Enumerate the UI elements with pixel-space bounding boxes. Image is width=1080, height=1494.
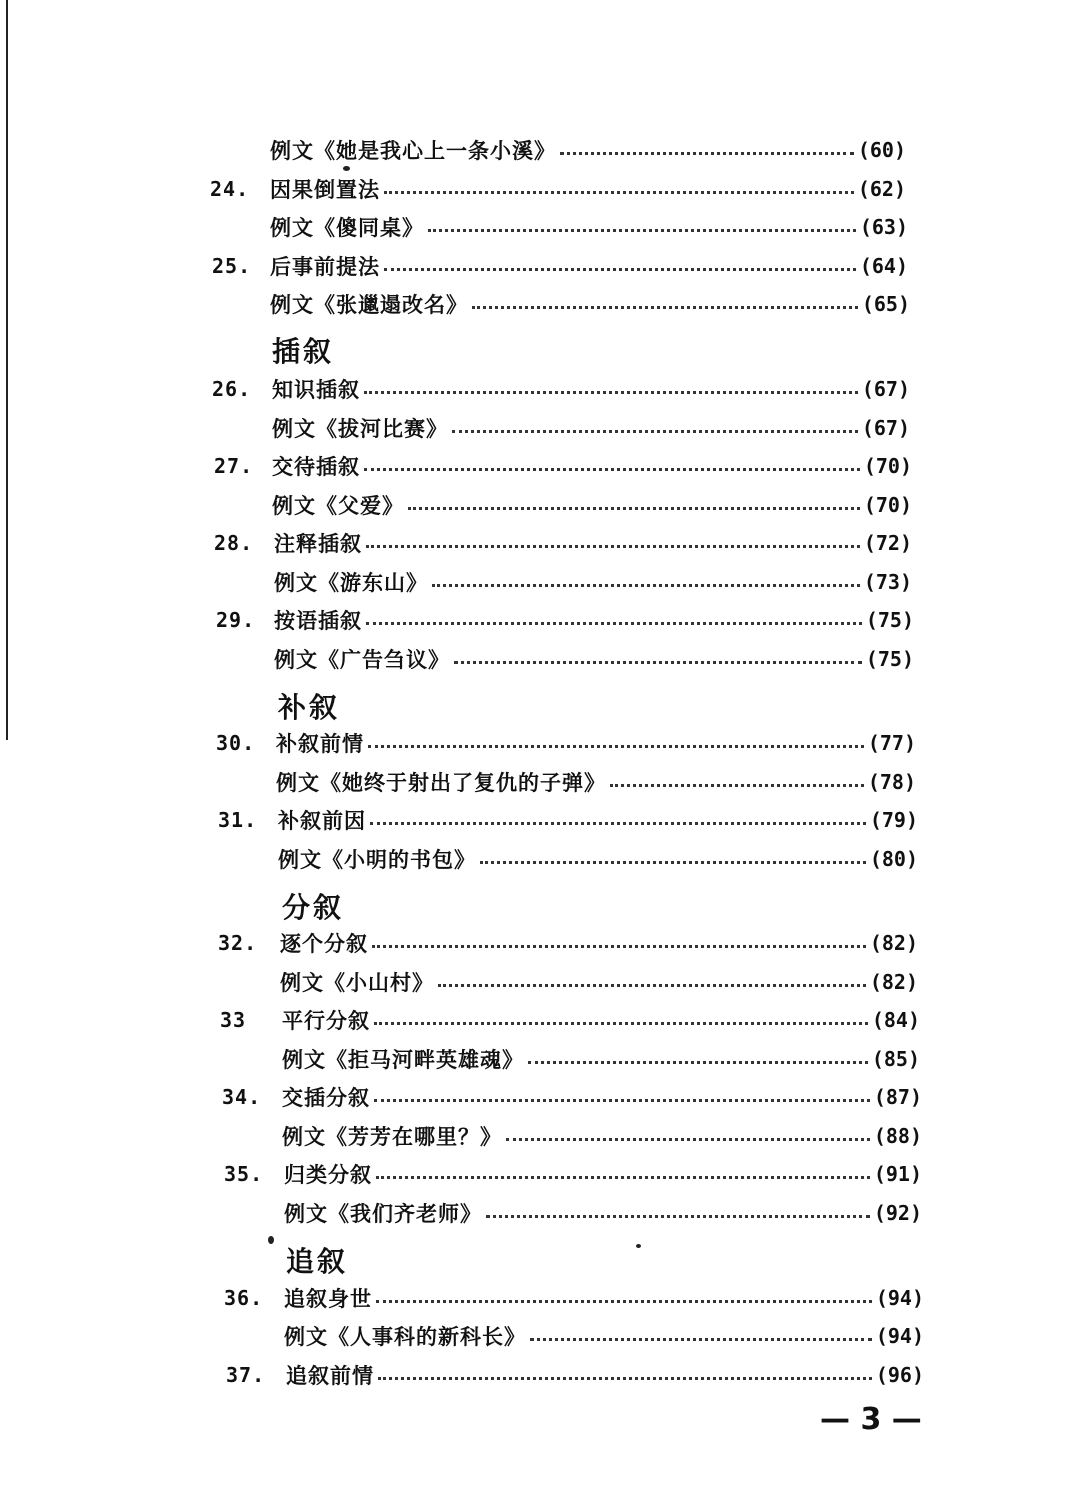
entry-title: 例文《傻同桌》 <box>270 215 424 240</box>
toc-example-entry[interactable] <box>272 486 912 524</box>
dot-leader <box>506 1138 870 1141</box>
entry-number: 33 <box>220 1008 247 1032</box>
entry-page-number: (67) <box>861 377 910 401</box>
entry-title: 例文《游东山》 <box>274 570 428 595</box>
dot-leader <box>432 584 860 587</box>
entry-page-number: (88) <box>873 1124 922 1148</box>
dot-leader <box>384 191 854 194</box>
entry-title: 知识插叙 <box>272 377 360 402</box>
entry-number: 25. <box>212 254 252 278</box>
entry-title: 注释插叙 <box>274 531 362 556</box>
entry-title: 例文《拔河比赛》 <box>272 416 448 441</box>
toc-entry[interactable] <box>270 170 906 208</box>
dot-leader <box>408 507 860 510</box>
entry-page-number: (80) <box>869 847 918 871</box>
entry-title: 补叙前因 <box>278 808 366 833</box>
entry-page-number: (87) <box>873 1085 922 1109</box>
dot-leader <box>560 152 854 155</box>
entry-number: 24. <box>210 177 250 201</box>
entry-title: 归类分叙 <box>284 1162 372 1187</box>
toc-entry[interactable] <box>270 247 908 285</box>
dot-leader <box>486 1215 870 1218</box>
entry-page-number: (64) <box>859 254 908 278</box>
toc-entry[interactable] <box>280 924 918 962</box>
toc-entry[interactable] <box>284 1279 924 1317</box>
entry-title: 例文《人事科的新科长》 <box>284 1324 526 1349</box>
entry-page-number: (67) <box>861 416 910 440</box>
entry-page-number: (62) <box>857 177 906 201</box>
entry-page-number: (85) <box>871 1047 920 1071</box>
toc-example-entry[interactable] <box>272 409 910 447</box>
entry-title: 例文《我们齐老师》 <box>284 1201 482 1226</box>
entry-title: 例文《她是我心上一条小溪》 <box>270 138 556 163</box>
toc-example-entry[interactable] <box>270 208 908 246</box>
entry-page-number: (91) <box>873 1162 922 1186</box>
entry-page-number: (92) <box>873 1201 922 1225</box>
page-number: — 3 — <box>820 1402 922 1437</box>
dot-leader <box>374 1099 870 1102</box>
entry-page-number: (94) <box>875 1324 924 1348</box>
toc-example-entry[interactable] <box>270 285 910 323</box>
dot-leader <box>366 545 860 548</box>
binding-edge-line <box>6 0 8 740</box>
entry-title: 例文《芳芳在哪里？》 <box>282 1124 502 1149</box>
toc-entry[interactable] <box>274 601 914 639</box>
dot-leader <box>364 391 858 394</box>
entry-title: 因果倒置法 <box>270 177 380 202</box>
ink-speck <box>268 1236 274 1244</box>
entry-title: 交待插叙 <box>272 454 360 479</box>
entry-number: 31. <box>218 808 258 832</box>
dot-leader <box>376 1300 872 1303</box>
toc-entry[interactable] <box>276 724 916 762</box>
entry-page-number: (96) <box>875 1363 924 1387</box>
toc-example-entry[interactable] <box>282 1040 920 1078</box>
dot-leader <box>370 822 866 825</box>
entry-number: 36. <box>224 1286 264 1310</box>
entry-number: 35. <box>224 1162 264 1186</box>
entry-title: 追叙前情 <box>286 1363 374 1388</box>
entry-page-number: (75) <box>865 608 914 632</box>
toc-example-entry[interactable] <box>278 840 918 878</box>
toc-entry[interactable] <box>282 1078 922 1116</box>
entry-page-number: (78) <box>867 770 916 794</box>
dot-leader <box>528 1061 868 1064</box>
entry-title: 追叙身世 <box>284 1286 372 1311</box>
toc-example-entry[interactable] <box>270 131 906 169</box>
dot-leader <box>480 861 866 864</box>
toc-entry[interactable] <box>278 801 918 839</box>
dot-leader <box>454 661 862 664</box>
dot-leader <box>368 745 864 748</box>
entry-title: 例文《广告刍议》 <box>274 647 450 672</box>
entry-page-number: (73) <box>863 570 912 594</box>
dot-leader <box>374 1022 868 1025</box>
entry-page-number: (75) <box>865 647 914 671</box>
entry-page-number: (82) <box>869 931 918 955</box>
section-heading-buxu: 补叙 <box>278 691 341 724</box>
entry-page-number: (60) <box>857 138 906 162</box>
dot-leader <box>364 468 860 471</box>
dot-leader <box>610 784 864 787</box>
toc-entry[interactable] <box>284 1155 922 1193</box>
toc-entry[interactable] <box>282 1001 920 1039</box>
dot-leader <box>452 430 858 433</box>
entry-title: 例文《张邋遢改名》 <box>270 292 468 317</box>
entry-page-number: (82) <box>869 970 918 994</box>
entry-page-number: (72) <box>863 531 912 555</box>
entry-page-number: (77) <box>867 731 916 755</box>
toc-entry[interactable] <box>272 370 910 408</box>
entry-number: 26. <box>212 377 252 401</box>
entry-title: 按语插叙 <box>274 608 362 633</box>
dot-leader <box>472 306 858 309</box>
dot-leader <box>384 268 856 271</box>
entry-number: 30. <box>216 731 256 755</box>
entry-title: 补叙前情 <box>276 731 364 756</box>
section-heading-fenxu: 分叙 <box>282 891 345 924</box>
dot-leader <box>372 945 866 948</box>
entry-number: 28. <box>214 531 254 555</box>
ink-speck <box>343 166 350 171</box>
entry-number: 32. <box>218 931 258 955</box>
toc-entry[interactable] <box>274 524 912 562</box>
toc-example-entry[interactable] <box>282 1117 922 1155</box>
entry-page-number: (70) <box>863 454 912 478</box>
entry-title: 平行分叙 <box>282 1008 370 1033</box>
entry-number: 29. <box>216 608 256 632</box>
entry-page-number: (79) <box>869 808 918 832</box>
ink-speck <box>636 1244 641 1248</box>
section-heading-zhuixu: 追叙 <box>286 1245 349 1278</box>
entry-title: 例文《她终于射出了复仇的子弹》 <box>276 770 606 795</box>
section-heading-chaxu: 插叙 <box>272 335 335 368</box>
entry-title: 例文《小山村》 <box>280 970 434 995</box>
entry-page-number: (70) <box>863 493 912 517</box>
entry-title: 交插分叙 <box>282 1085 370 1110</box>
entry-number: 34. <box>222 1085 262 1109</box>
entry-page-number: (63) <box>859 215 908 239</box>
toc-example-entry[interactable] <box>284 1194 922 1232</box>
dot-leader <box>376 1176 870 1179</box>
entry-title: 例文《小明的书包》 <box>278 847 476 872</box>
dot-leader <box>378 1377 872 1380</box>
toc-entry[interactable] <box>286 1356 924 1394</box>
entry-title: 后事前提法 <box>270 254 380 279</box>
entry-title: 例文《拒马河畔英雄魂》 <box>282 1047 524 1072</box>
toc-example-entry[interactable] <box>274 640 914 678</box>
entry-page-number: (94) <box>875 1286 924 1310</box>
entry-title: 逐个分叙 <box>280 931 368 956</box>
toc-example-entry[interactable] <box>280 963 918 1001</box>
dot-leader <box>438 984 866 987</box>
entry-number: 37. <box>226 1363 266 1387</box>
entry-title: 例文《父爱》 <box>272 493 404 518</box>
dot-leader <box>366 622 862 625</box>
entry-page-number: (65) <box>861 292 910 316</box>
toc-example-entry[interactable] <box>274 563 912 601</box>
toc-entry[interactable] <box>272 447 912 485</box>
toc-example-entry[interactable] <box>276 763 916 801</box>
toc-example-entry[interactable] <box>284 1317 924 1355</box>
entry-number: 27. <box>214 454 254 478</box>
dot-leader <box>530 1338 872 1341</box>
dot-leader <box>428 229 856 232</box>
entry-page-number: (84) <box>871 1008 920 1032</box>
